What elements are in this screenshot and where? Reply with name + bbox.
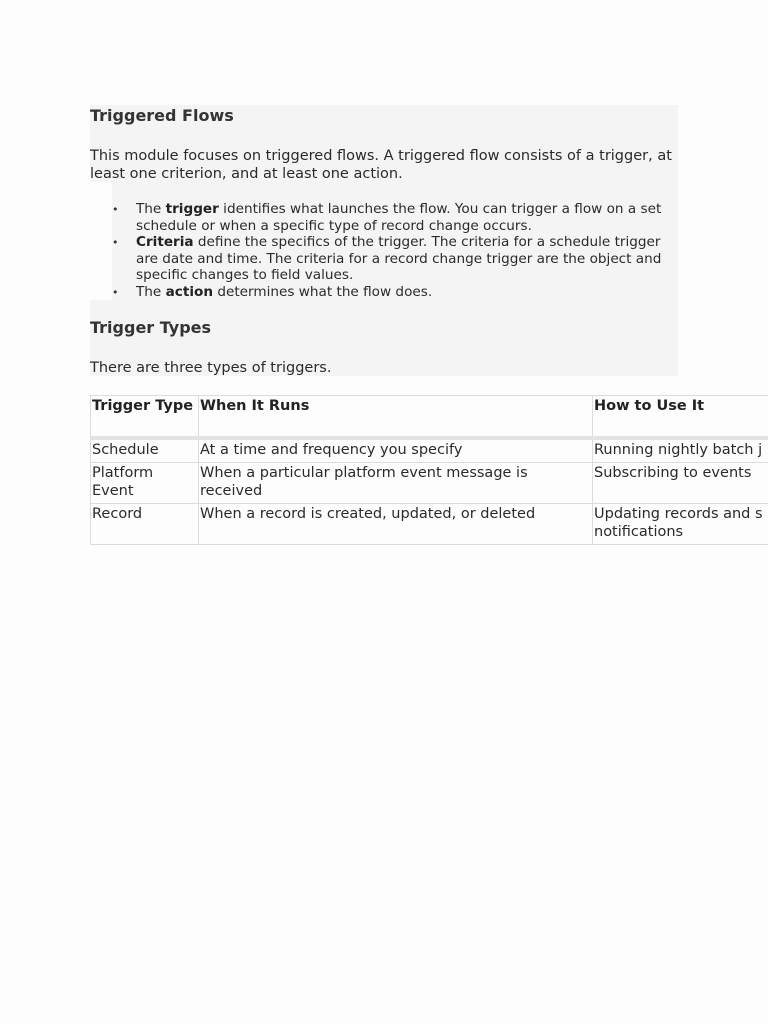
cell-trigger-type: Schedule	[91, 438, 199, 462]
bullet-item-criteria: • Criteria define the specifics of the trigger. The criteria for a schedule trigger are date and time. The criteria for a record change trigger are the object and specific changes to field values.	[112, 234, 662, 284]
bullet-dot-icon: •	[112, 236, 119, 250]
section-title-triggered-flows: Triggered Flows	[90, 106, 234, 125]
header-when-it-runs: When It Runs	[199, 396, 593, 439]
bullet-dot-icon: •	[112, 203, 119, 216]
table-row	[91, 503, 768, 544]
bullet-list	[112, 201, 678, 301]
cell-trigger-type: Platform Event	[91, 462, 199, 503]
header-how-to-use-it: How to Use It	[593, 396, 768, 439]
bullet-item-action: • The action determines what the flow does.	[112, 283, 433, 300]
bullet-item-trigger: • The trigger identifies what launches the flow. You can trigger a flow on a set schedule or when a specific type of record change occurs.	[112, 201, 662, 234]
bullet-dot-icon: •	[112, 285, 119, 299]
table-header-row	[91, 396, 768, 439]
cell-how-to-use-it: Running nightly batch j	[593, 438, 768, 462]
cell-how-to-use-it: Updating records and s notifications	[593, 503, 768, 544]
cell-when-it-runs: At a time and frequency you specify	[199, 438, 593, 462]
header-trigger-type: Trigger Type	[91, 396, 199, 439]
cell-how-to-use-it: Subscribing to events	[593, 462, 768, 503]
intro-paragraph: This module focuses on triggered flows. A triggered flow consists of a trigger, at least one criterion, and at least one action.	[90, 148, 672, 182]
section-title-trigger-types: Trigger Types	[90, 318, 212, 337]
cell-trigger-type: Record	[91, 503, 199, 544]
trigger-types-intro: There are three types of triggers.	[90, 360, 332, 376]
trigger-types-table	[90, 395, 768, 545]
cell-when-it-runs: When a record is created, updated, or deleted	[199, 503, 593, 544]
cell-when-it-runs: When a particular platform event message is received	[199, 462, 593, 503]
table-row	[91, 462, 768, 503]
table-row	[91, 438, 768, 462]
